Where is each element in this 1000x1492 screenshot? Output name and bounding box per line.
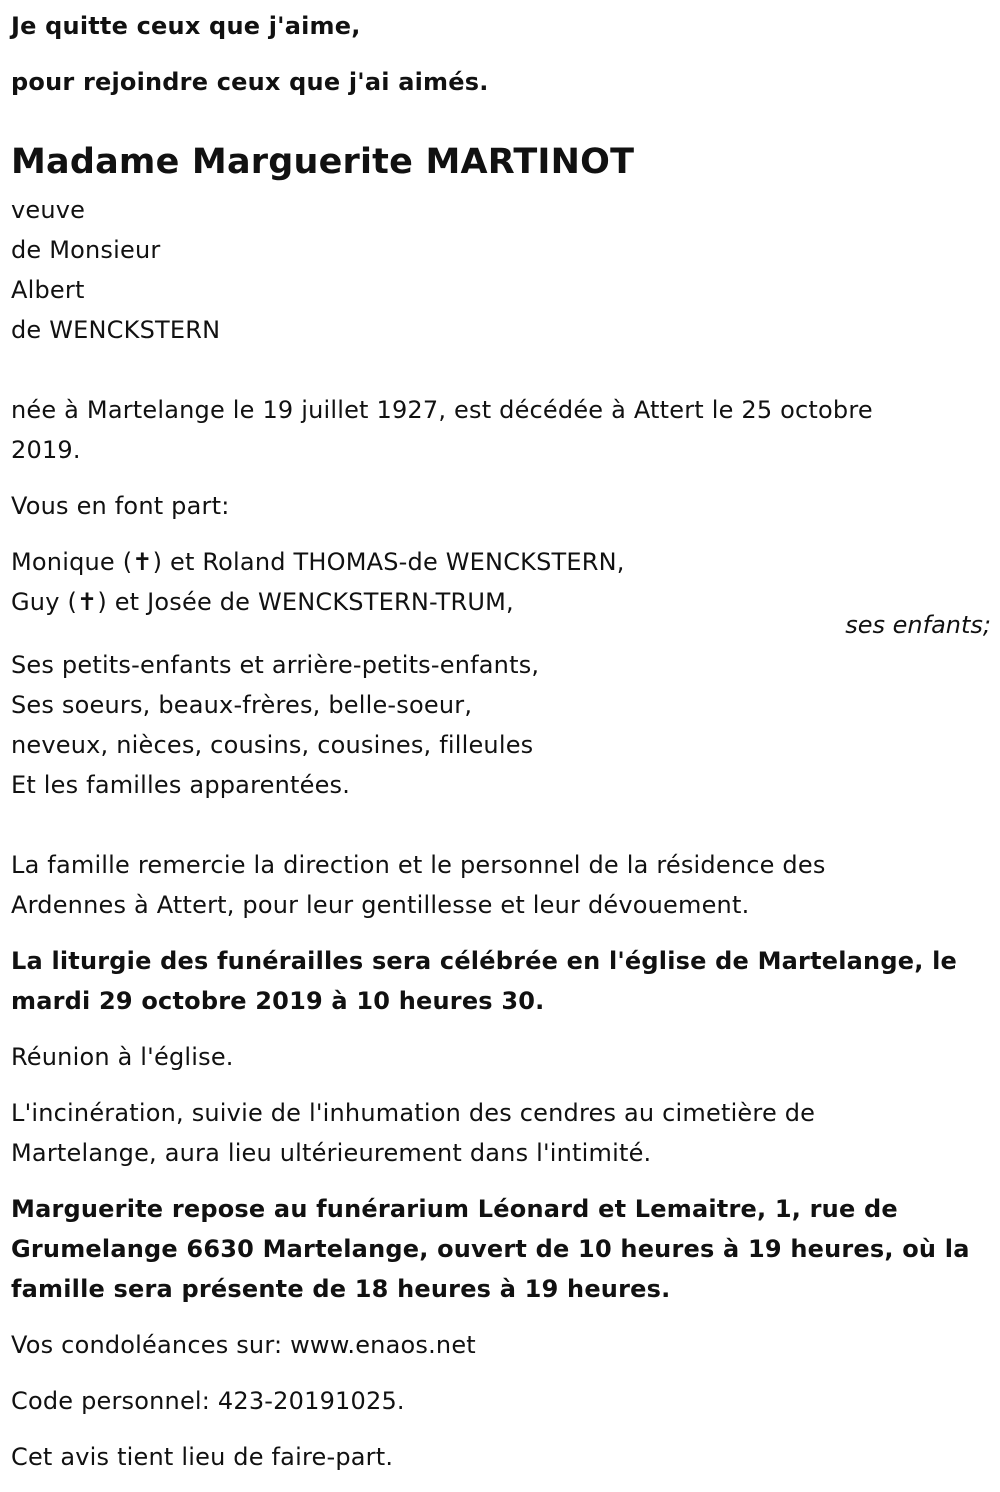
funeral-home-line-1: Marguerite repose au funérarium Léonard et Lemaitre, 1, rue de: [11, 1195, 898, 1223]
personal-code: Code personnel: 423-20191025.: [11, 1387, 405, 1415]
status-line: de Monsieur: [11, 236, 161, 264]
condolences-text: Vos condoléances sur: www.enaos.net: [11, 1331, 476, 1359]
family-line: neveux, nièces, cousins, cousines, filleules: [11, 731, 534, 759]
funeral-home-line-3: famille sera présente de 18 heures à 19 heures.: [11, 1275, 671, 1303]
birth-death-line-1: née à Martelange le 19 juillet 1927, est décédée à Attert le 25 octobre: [11, 396, 873, 424]
status-line: veuve: [11, 196, 86, 224]
status-line: Albert: [11, 276, 85, 304]
liturgy-line-2: mardi 29 octobre 2019 à 10 heures 30.: [11, 987, 545, 1015]
status-line: de WENCKSTERN: [11, 316, 221, 344]
children-line-1: Monique (✝) et Roland THOMAS-de WENCKSTERN,: [11, 548, 625, 576]
family-line: Et les familles apparentées.: [11, 771, 351, 799]
quote-line-2: pour rejoindre ceux que j'ai aimés.: [11, 68, 489, 96]
deceased-name: Madame Marguerite MARTINOT: [11, 142, 635, 182]
cremation-line-1: L'incinération, suivie de l'inhumation des cendres au cimetière de: [11, 1099, 816, 1127]
funeral-home-line-2: Grumelange 6630 Martelange, ouvert de 10 heures à 19 heures, où la: [11, 1235, 970, 1263]
announce-text: Vous en font part:: [11, 492, 230, 520]
cremation-line-2: Martelange, aura lieu ultérieurement dans l'intimité.: [11, 1139, 652, 1167]
thanks-line-1: La famille remercie la direction et le personnel de la résidence des: [11, 851, 826, 879]
liturgy-line-1: La liturgie des funérailles sera célébrée en l'église de Martelange, le: [11, 947, 957, 975]
birth-death-line-2: 2019.: [11, 436, 81, 464]
children-line-2: Guy (✝) et Josée de WENCKSTERN-TRUM,: [11, 588, 514, 616]
meeting-text: Réunion à l'église.: [11, 1043, 234, 1071]
children-label: ses enfants;: [845, 611, 991, 639]
family-line: Ses soeurs, beaux-frères, belle-soeur,: [11, 691, 473, 719]
thanks-line-2: Ardennes à Attert, pour leur gentillesse et leur dévouement.: [11, 891, 750, 919]
family-line: Ses petits-enfants et arrière-petits-enfants,: [11, 651, 540, 679]
closing-text: Cet avis tient lieu de faire-part.: [11, 1443, 394, 1471]
quote-line-1: Je quitte ceux que j'aime,: [11, 12, 361, 40]
